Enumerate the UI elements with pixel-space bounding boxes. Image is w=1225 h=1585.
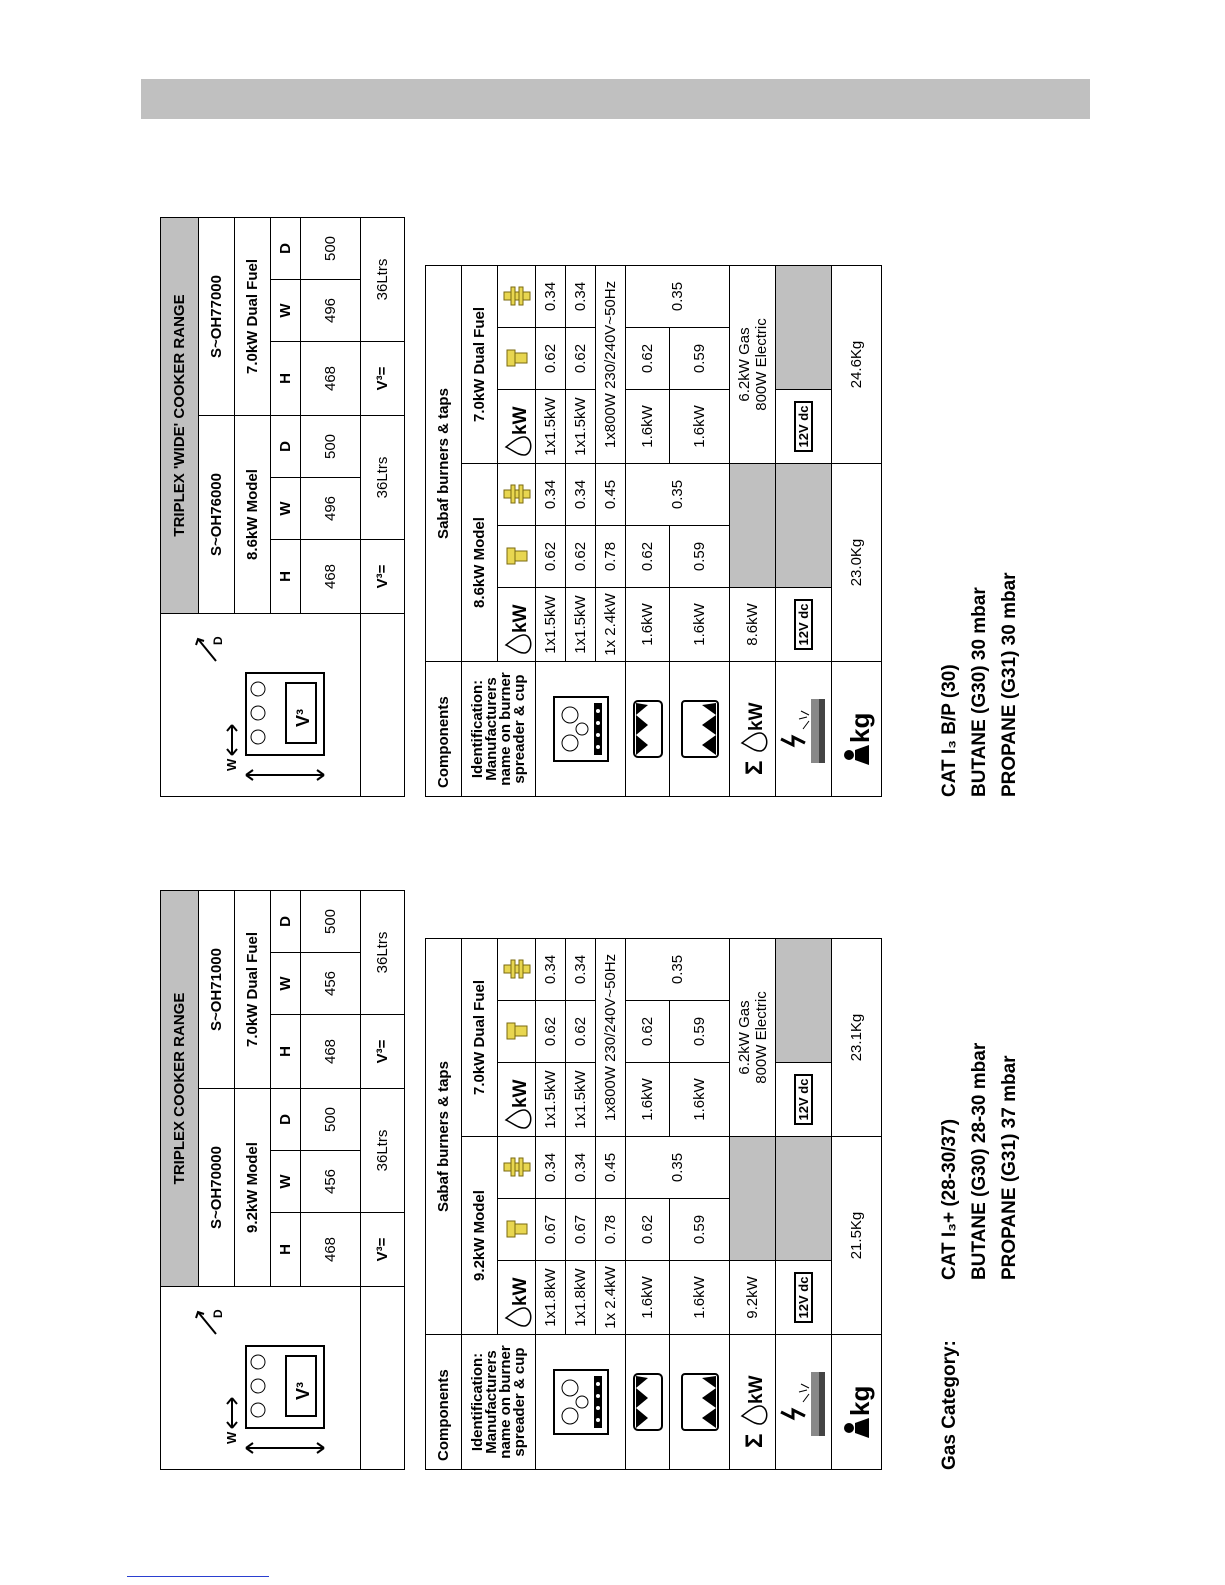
empty-gray-cell [776, 266, 832, 390]
shared-injector: 0.35 [626, 1137, 730, 1199]
shared-injector: 0.35 [626, 464, 730, 526]
svg-text:W: W [223, 1431, 239, 1444]
svg-text:V³: V³ [292, 1382, 313, 1400]
total-kw-icon [730, 662, 776, 797]
oven-cup: 0.59 [670, 328, 730, 390]
burner-rating: 1x1.8kW [536, 1261, 566, 1335]
hob-icon [536, 662, 626, 797]
ignition-voltage: 12V dc [794, 599, 813, 651]
header-bar [141, 79, 1090, 119]
empty-gray-cell [730, 464, 776, 588]
volume-value: 36Ltrs [361, 218, 405, 342]
weight-icon [832, 662, 882, 797]
weight-value: 23.0Kg [832, 464, 882, 662]
injector-icon [498, 1137, 536, 1199]
model-rating: 7.0kW Dual Fuel [235, 218, 271, 416]
spec-table-1 [160, 890, 405, 1470]
injector-icon [498, 939, 536, 1001]
model-rating: 7.0kW Dual Fuel [462, 939, 498, 1137]
dim-value: 468 [301, 540, 361, 614]
table-triplex-wide [160, 217, 882, 797]
dim-value: 456 [301, 1151, 361, 1213]
gas-category-label: Gas Category: [939, 1340, 960, 1470]
burner-rating: 1x1.5kW [536, 588, 566, 662]
dim-header: W [271, 478, 301, 540]
svg-text:V³: V³ [292, 709, 313, 727]
identification-note: Identification: Manufacturers name on burner spreader & cup [462, 1335, 536, 1470]
components-label: Components [426, 662, 462, 797]
total-kw-icon [730, 1335, 776, 1470]
grill-cup: 0.62 [626, 1001, 670, 1063]
dim-value: 468 [301, 1015, 361, 1089]
ignition-voltage: 12V dc [794, 1074, 813, 1126]
cup-size: 0.67 [536, 1199, 566, 1261]
volume-value: 36Ltrs [361, 1089, 405, 1213]
gas-category-right [935, 572, 1025, 797]
burner-rating: 1x 2.4kW [596, 1261, 626, 1335]
injector-size: 0.34 [536, 939, 566, 1001]
dim-value: 496 [301, 280, 361, 342]
total-electric: 800W Electric [752, 318, 770, 411]
components-label: Components [426, 1335, 462, 1470]
model-rating: 7.0kW Dual Fuel [235, 891, 271, 1089]
gas-category-left [935, 1043, 1025, 1280]
flame-kw-icon [498, 1063, 536, 1137]
model-code: S~OH76000 [199, 416, 235, 614]
hotplate-rating: 1x800W 230/240V~50Hz [596, 266, 626, 464]
ignition-badge [776, 1063, 832, 1137]
weight-value: 23.1Kg [832, 939, 882, 1137]
injector-icon [498, 464, 536, 526]
dim-header: D [271, 1089, 301, 1151]
model-rating: 9.2kW Model [462, 1137, 498, 1335]
subheader: Sabaf burners & taps [426, 939, 462, 1335]
dim-value: 500 [301, 891, 361, 953]
weight-value: 24.6Kg [832, 266, 882, 464]
dim-header: D [271, 218, 301, 280]
grill-rating: 1.6kW [626, 1261, 670, 1335]
svg-text:D: D [210, 636, 225, 645]
injector-size: 0.34 [566, 1137, 596, 1199]
cup-size: 0.78 [596, 1199, 626, 1261]
injector-size: 0.34 [536, 266, 566, 328]
dim-header: H [271, 540, 301, 614]
burner-rating: 1x1.5kW [536, 390, 566, 464]
total-rating-dual [730, 939, 776, 1137]
hob-icon [536, 1335, 626, 1470]
dim-header: H [271, 342, 301, 416]
dim-header: D [271, 416, 301, 478]
cup-size: 0.78 [596, 526, 626, 588]
shared-injector: 0.35 [626, 266, 730, 328]
model-code: S~OH70000 [199, 1089, 235, 1287]
footer-link-line [127, 1576, 269, 1577]
volume-value: 36Ltrs [361, 891, 405, 1015]
empty-gray-cell [730, 1137, 776, 1261]
dim-value: 456 [301, 953, 361, 1015]
gas-line: BUTANE (G30) 28-30 mbar [969, 1042, 990, 1280]
injector-size: 0.34 [566, 939, 596, 1001]
grill-rating: 1.6kW [626, 588, 670, 662]
cup-size: 0.62 [566, 526, 596, 588]
model-code: S~OH77000 [199, 218, 235, 416]
dim-value: 468 [301, 342, 361, 416]
injector-size: 0.34 [566, 464, 596, 526]
svg-text:kW: kW [745, 1375, 767, 1404]
burner-rating: 1x1.5kW [566, 588, 596, 662]
svg-text:Σ: Σ [740, 1433, 768, 1448]
burner-cup-icon [498, 1001, 536, 1063]
total-rating: 9.2kW [730, 1261, 776, 1335]
total-rating-dual [730, 266, 776, 464]
ignition-voltage: 12V dc [794, 401, 813, 453]
dim-value: 500 [301, 218, 361, 280]
cup-size: 0.62 [566, 1001, 596, 1063]
oven-cup: 0.59 [670, 1199, 730, 1261]
spacer-cell [361, 614, 405, 797]
burner-rating: 1x1.5kW [566, 1063, 596, 1137]
total-rating: 8.6kW [730, 588, 776, 662]
empty-gray-cell [776, 1137, 832, 1261]
dim-header: W [271, 280, 301, 342]
svg-text:kW: kW [509, 1278, 531, 1307]
volume-label: V³= [361, 342, 405, 416]
flame-kw-icon [498, 1261, 536, 1335]
total-electric: 800W Electric [752, 991, 770, 1084]
oven-icon [670, 1335, 730, 1470]
model-rating: 8.6kW Model [462, 464, 498, 662]
table-triplex [160, 890, 882, 1470]
dim-value: 468 [301, 1213, 361, 1287]
subheader: Sabaf burners & taps [426, 266, 462, 662]
ignition-badge [776, 588, 832, 662]
svg-text:kW: kW [509, 407, 531, 436]
burner-cup-icon [498, 1199, 536, 1261]
dim-header: H [271, 1213, 301, 1287]
empty-gray-cell [776, 464, 832, 588]
cooker-dimensions-icon [161, 1287, 361, 1470]
oven-rating: 1.6kW [670, 1063, 730, 1137]
oven-cup: 0.59 [670, 1001, 730, 1063]
volume-label: V³= [361, 1015, 405, 1089]
svg-text:kg: kg [844, 712, 875, 743]
table-title: TRIPLEX 'WIDE' COOKER RANGE [161, 218, 199, 614]
injector-size: 0.34 [566, 266, 596, 328]
injector-size: 0.45 [596, 464, 626, 526]
spec-table-2 [160, 217, 405, 797]
injector-icon [498, 266, 536, 328]
svg-text:kW: kW [745, 702, 767, 731]
grill-rating: 1.6kW [626, 390, 670, 464]
grill-cup: 0.62 [626, 1199, 670, 1261]
shared-injector: 0.35 [626, 939, 730, 1001]
model-code: S~OH71000 [199, 891, 235, 1089]
burner-rating: 1x1.8kW [566, 1261, 596, 1335]
grill-icon [626, 1335, 670, 1470]
oven-rating: 1.6kW [670, 390, 730, 464]
ignition-icon [776, 1335, 832, 1470]
dim-header: W [271, 953, 301, 1015]
gas-line: CAT I₃ B/P (30) [939, 664, 960, 797]
flame-kw-icon [498, 588, 536, 662]
total-gas: 6.2kW Gas [735, 1000, 753, 1075]
burner-rating: 1x 2.4kW [596, 588, 626, 662]
components-table-2 [425, 265, 882, 797]
grill-cup: 0.62 [626, 526, 670, 588]
injector-size: 0.34 [536, 1137, 566, 1199]
burner-cup-icon [498, 526, 536, 588]
ignition-voltage: 12V dc [794, 1272, 813, 1324]
svg-text:kW: kW [509, 605, 531, 634]
injector-size: 0.34 [536, 464, 566, 526]
hotplate-rating: 1x800W 230/240V~50Hz [596, 939, 626, 1137]
gas-line: PROPANE (G31) 30 mbar [999, 572, 1020, 797]
ignition-badge [776, 390, 832, 464]
ignition-badge [776, 1261, 832, 1335]
weight-value: 21.5Kg [832, 1137, 882, 1335]
ignition-icon [776, 662, 832, 797]
model-rating: 7.0kW Dual Fuel [462, 266, 498, 464]
components-table-1 [425, 938, 882, 1470]
total-gas: 6.2kW Gas [735, 327, 753, 402]
model-rating: 8.6kW Model [235, 416, 271, 614]
volume-value: 36Ltrs [361, 416, 405, 540]
dim-header: H [271, 1015, 301, 1089]
flame-kw-icon [498, 390, 536, 464]
cooker-dimensions-icon [161, 614, 361, 797]
oven-icon [670, 662, 730, 797]
cup-size: 0.62 [566, 328, 596, 390]
gas-line: PROPANE (G31) 37 mbar [999, 1055, 1020, 1280]
svg-text:D: D [210, 1309, 225, 1318]
grill-cup: 0.62 [626, 328, 670, 390]
model-rating: 9.2kW Model [235, 1089, 271, 1287]
empty-gray-cell [776, 939, 832, 1063]
cup-size: 0.62 [536, 328, 566, 390]
identification-note: Identification: Manufacturers name on burner spreader & cup [462, 662, 536, 797]
gas-line: CAT I₃+ (28-30/37) [939, 1118, 960, 1280]
rotated-page [150, 150, 1040, 1470]
weight-icon [832, 1335, 882, 1470]
cup-size: 0.62 [536, 1001, 566, 1063]
volume-label: V³= [361, 1213, 405, 1287]
dim-header: W [271, 1151, 301, 1213]
burner-rating: 1x1.5kW [536, 1063, 566, 1137]
cup-size: 0.62 [536, 526, 566, 588]
gas-line: BUTANE (G30) 30 mbar [969, 587, 990, 797]
injector-size: 0.45 [596, 1137, 626, 1199]
svg-text:Σ: Σ [740, 760, 768, 775]
dim-value: 500 [301, 416, 361, 478]
oven-rating: 1.6kW [670, 588, 730, 662]
burner-rating: 1x1.5kW [566, 390, 596, 464]
oven-rating: 1.6kW [670, 1261, 730, 1335]
dim-value: 496 [301, 478, 361, 540]
svg-text:kg: kg [844, 1385, 875, 1416]
svg-text:kW: kW [509, 1080, 531, 1109]
burner-cup-icon [498, 328, 536, 390]
volume-label: V³= [361, 540, 405, 614]
grill-icon [626, 662, 670, 797]
cup-size: 0.67 [566, 1199, 596, 1261]
svg-text:W: W [223, 758, 239, 771]
grill-rating: 1.6kW [626, 1063, 670, 1137]
table-title: TRIPLEX COOKER RANGE [161, 891, 199, 1287]
oven-cup: 0.59 [670, 526, 730, 588]
dim-header: D [271, 891, 301, 953]
spacer-cell [361, 1287, 405, 1470]
dim-value: 500 [301, 1089, 361, 1151]
